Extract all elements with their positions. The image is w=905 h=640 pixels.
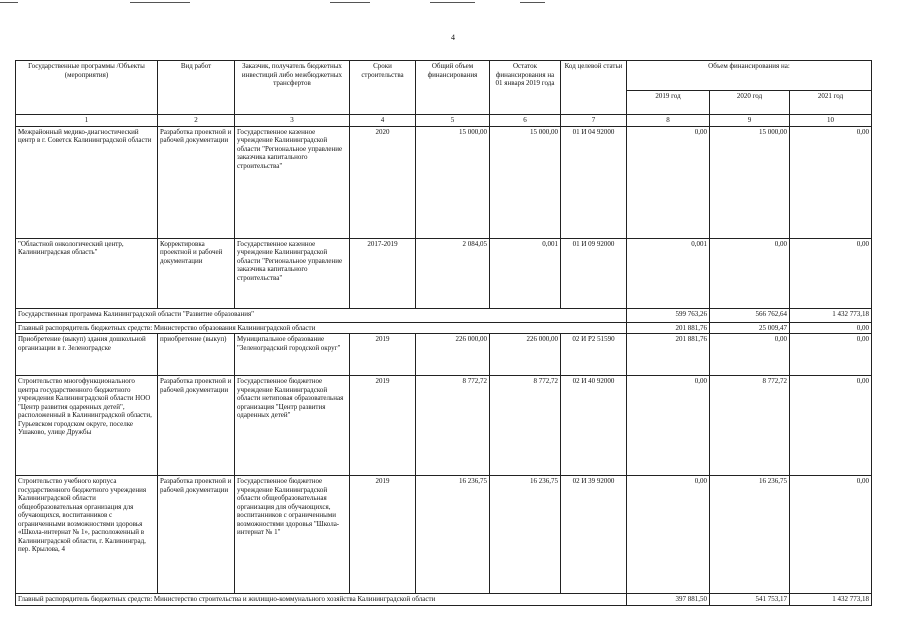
column-number: 9 (710, 115, 790, 127)
construction-period: 2020 (350, 126, 416, 238)
target-code: 01 И 09 92000 (561, 238, 627, 308)
financing-2020: 8 772,72 (710, 376, 790, 476)
total-financing: 15 000,00 (416, 126, 490, 238)
manager-2019: 397 881,50 (627, 594, 710, 606)
header-year-2021: 2021 год (790, 91, 872, 115)
financing-2019: 0,00 (627, 126, 710, 238)
page-number: 4 (451, 33, 455, 42)
scan-artifact-line (130, 2, 190, 3)
total-financing: 8 772,72 (416, 376, 490, 476)
column-number: 4 (350, 115, 416, 127)
remainder: 8 772,72 (490, 376, 561, 476)
financing-2020: 0,00 (710, 334, 790, 376)
manager-2021: 0,00 (790, 322, 872, 334)
column-number: 5 (416, 115, 490, 127)
column-number: 6 (490, 115, 561, 127)
table-row (16, 476, 872, 594)
object-name: Приобретение (выкуп) здания дошкольной организации в г. Зеленоградске (16, 334, 158, 376)
manager-2019: 201 881,76 (627, 322, 710, 334)
financing-2021: 0,00 (790, 126, 872, 238)
column-number: 3 (235, 115, 350, 127)
column-number: 1 (16, 115, 158, 127)
column-number-row (16, 115, 872, 127)
construction-period: 2019 (350, 476, 416, 594)
financing-2019: 0,001 (627, 238, 710, 308)
header-object: Государственные программы /Объекты (мероприятия) (16, 61, 158, 115)
manager-2020: 541 753,17 (710, 594, 790, 606)
target-code: 02 И Р2 51590 (561, 334, 627, 376)
header-row (16, 61, 872, 91)
program-2021: 1 432 773,18 (790, 308, 872, 322)
header-customer: Заказчик, получатель бюджетных инвестиций либо межбюджетных трансфертов (235, 61, 350, 115)
object-name: "Областной онкологический центр, Калининградская область" (16, 238, 158, 308)
financing-2020: 15 000,00 (710, 126, 790, 238)
construction-period: 2019 (350, 376, 416, 476)
object-name: Строительство учебного корпуса государственного бюджетного учреждения Калининградской области общеобразовательная организация для обучающихся, воспитанников с ограниченными возможностями здоровья «Школа-интернат № 1», расположенный в Калининградской области, г. Калининград, пер. Крылова, 4 (16, 476, 158, 594)
header-work-type: Вид работ (158, 61, 235, 115)
scan-artifact-line (0, 2, 18, 3)
customer: Государственное бюджетное учреждение Калининградской области общеобразовательная организация для обучающихся, воспитанников с ограниченными возможностями здоровья "Школа-интернат № 1" (235, 476, 350, 594)
financing-2020: 0,00 (710, 238, 790, 308)
work-type: Корректировка проектной и рабочей документации (158, 238, 235, 308)
scan-artifact-line (520, 2, 545, 3)
object-name: Межрайонный медико-диагностический центр в г. Советск Калининградской области (16, 126, 158, 238)
scan-artifact-line (430, 2, 475, 3)
column-number: 7 (561, 115, 627, 127)
manager-2021: 1 432 773,18 (790, 594, 872, 606)
financing-2019: 0,00 (627, 376, 710, 476)
table-row (16, 334, 872, 376)
header-financing-group: Объем финансирования на: (627, 61, 872, 91)
program-2019: 599 763,26 (627, 308, 710, 322)
work-type: Разработка проектной и рабочей документации (158, 376, 235, 476)
work-type: Разработка проектной и рабочей документации (158, 476, 235, 594)
header-period: Сроки строительства (350, 61, 416, 115)
work-type: приобретение (выкуп) (158, 334, 235, 376)
construction-period: 2017-2019 (350, 238, 416, 308)
work-type: Разработка проектной и рабочей документации (158, 126, 235, 238)
remainder: 16 236,75 (490, 476, 561, 594)
scan-artifact-line (330, 2, 370, 3)
program-2020: 566 762,64 (710, 308, 790, 322)
remainder: 226 000,00 (490, 334, 561, 376)
header-total: Общий объем финансирования (416, 61, 490, 115)
financing-2019: 0,00 (627, 476, 710, 594)
table-row (16, 126, 872, 238)
financing-2019: 201 881,76 (627, 334, 710, 376)
column-number: 8 (627, 115, 710, 127)
budget-table (15, 60, 872, 606)
total-financing: 226 000,00 (416, 334, 490, 376)
financing-2021: 0,00 (790, 238, 872, 308)
manager-2020: 25 009,47 (710, 322, 790, 334)
financing-2021: 0,00 (790, 334, 872, 376)
construction-period: 2019 (350, 334, 416, 376)
customer: Государственное казенное учреждение Калининградской области "Региональное управление заказчика капитального строительства" (235, 238, 350, 308)
program-title: Государственная программа Калининградской области "Развитие образования" (16, 308, 627, 322)
customer: Государственное бюджетное учреждение Калининградской области нетиповая образовательная организация "Центр развития одаренных детей" (235, 376, 350, 476)
header-code: Код целевой статьи (561, 61, 627, 115)
financing-2021: 0,00 (790, 476, 872, 594)
total-financing: 2 084,05 (416, 238, 490, 308)
total-financing: 16 236,75 (416, 476, 490, 594)
customer: Муниципальное образование "Зеленоградский городской округ" (235, 334, 350, 376)
remainder: 15 000,00 (490, 126, 561, 238)
customer: Государственное казенное учреждение Калининградской области "Региональное управление заказчика капитального строительства" (235, 126, 350, 238)
table-row (16, 238, 872, 308)
program-total-row (16, 308, 872, 322)
header-year-2019: 2019 год (627, 91, 710, 115)
manager-subtotal-row (16, 594, 872, 606)
column-number: 2 (158, 115, 235, 127)
remainder: 0,001 (490, 238, 561, 308)
header-remainder: Остаток финансирования на 01 января 2019 года (490, 61, 561, 115)
column-number: 10 (790, 115, 872, 127)
header-year-2020: 2020 год (710, 91, 790, 115)
object-name: Строительство многофункционального центра государственного бюджетного учреждения Калининградской области НОО "Центр развития одаренных детей", расположенный в Калининградской области, Гурьевском городском округе, поселке Ушаково, улице Дружбы (16, 376, 158, 476)
manager-title: Главный распорядитель бюджетных средств: Министерство строительства и жилищно-коммунального хозяйства Калининградской области (16, 594, 627, 606)
manager-subtotal-row (16, 322, 872, 334)
financing-2020: 16 236,75 (710, 476, 790, 594)
target-code: 02 И 40 92000 (561, 376, 627, 476)
table-row (16, 376, 872, 476)
target-code: 01 И 04 92000 (561, 126, 627, 238)
target-code: 02 И 39 92000 (561, 476, 627, 594)
financing-2021: 0,00 (790, 376, 872, 476)
manager-title: Главный распорядитель бюджетных средств: Министерство образования Калининградской области (16, 322, 627, 334)
